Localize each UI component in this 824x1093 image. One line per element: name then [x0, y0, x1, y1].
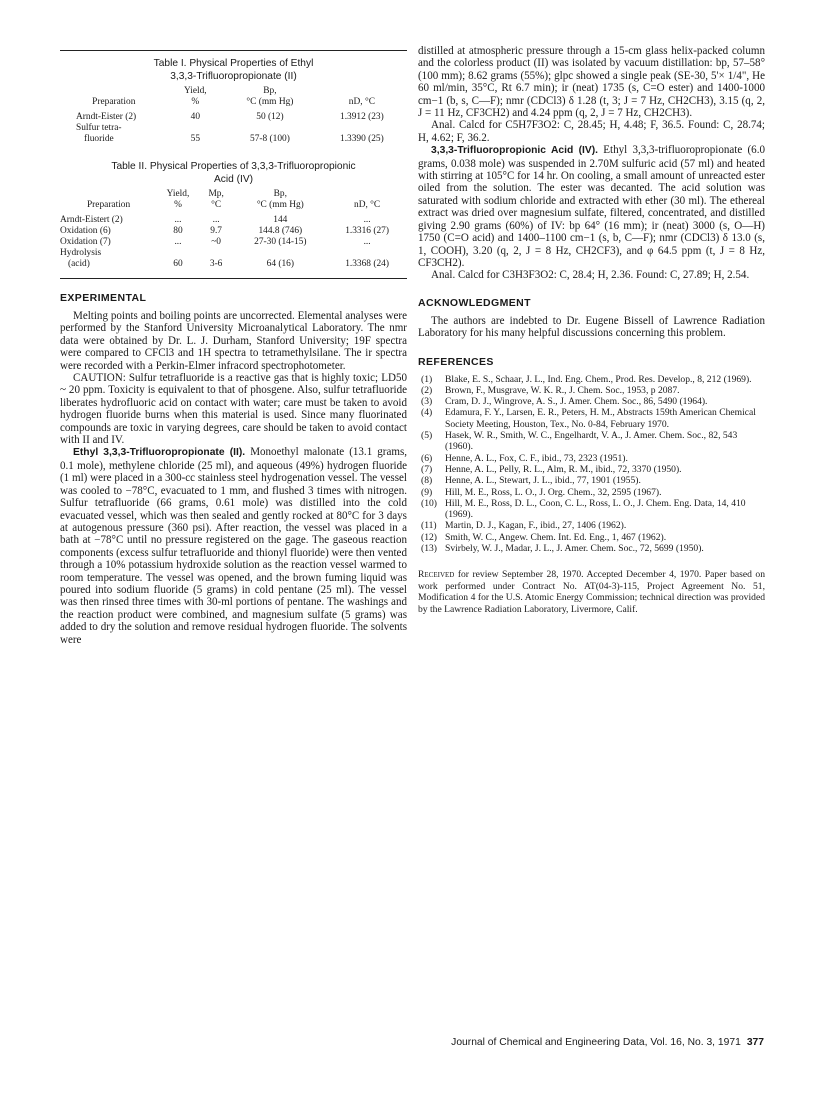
- table-cell: 9.7: [210, 226, 222, 236]
- table-cell: ~0: [211, 237, 221, 247]
- reference-number: (7): [421, 463, 433, 475]
- table2-caption-line2: Acid (IV): [213, 173, 254, 185]
- table-cell: ...: [363, 215, 371, 225]
- reference-item: [418, 487, 765, 498]
- reference-text: Henne, A. L., Pelly, R. L., Alm, R. M., ibid., 72, 3370 (1950).: [445, 463, 682, 475]
- table2-yield-header-1: Yield,: [166, 189, 190, 199]
- reference-text: Edamura, F. Y., Larsen, E. R., Peters, H. M., Abstracts 159th American Chemical Society Meeting, Houston, Tex., No. 0-84, February 1970.: [445, 407, 756, 430]
- reference-text: Hasek, W. R., Smith, W. C., Engelhardt, V. A., J. Amer. Chem. Soc., 82, 543 (1960).: [445, 430, 738, 453]
- reference-text: Henne, A. L., Stewart, J. L., ibid., 77, 1901 (1955).: [445, 475, 641, 487]
- table-cell: 144.8 (746): [258, 226, 303, 236]
- reference-item: [418, 374, 765, 385]
- reference-number: (6): [421, 452, 433, 464]
- table2-caption: [66, 161, 401, 186]
- analysis-iv: Anal. Calcd for C3H3F3O2: C, 28.4; H, 2.36. Found: C, 27.89; H, 2.54.: [431, 269, 750, 282]
- reference-number: (5): [421, 430, 433, 442]
- table-cell: 40: [190, 112, 200, 122]
- table2-caption-line1: Table II. Physical Properties of 3,3,3-Trifluoropropionic: [111, 161, 356, 172]
- references-heading: REFERENCES: [418, 355, 494, 368]
- reference-item: [418, 407, 765, 430]
- reference-item: [418, 453, 765, 464]
- left-column: [60, 50, 407, 646]
- reference-number: (2): [421, 384, 433, 396]
- table-cell: ...: [363, 237, 371, 247]
- reference-number: (11): [421, 520, 437, 532]
- table1-bp-header-1: Bp,: [263, 86, 277, 96]
- reference-item: [418, 430, 765, 453]
- reference-text: Henne, A. L., Fox, C. F., ibid., 73, 2323 (1951).: [445, 452, 628, 464]
- table-row: [60, 215, 407, 226]
- experimental-paragraph-3: [60, 446, 407, 646]
- reference-number: (1): [421, 373, 433, 385]
- reference-item: [418, 385, 765, 396]
- table-row: [60, 226, 407, 237]
- experimental-paragraph-2: CAUTION: Sulfur tetrafluoride is a reactive gas that is highly toxic; LD50 ~ 20 ppm. Toxicity is equivalent to that of phosgene. Also, sulfur tetrafluoride liberates hydrofluoric acid on contact with water; care must be taken to avoid hydrogen fluoride burns when this material is used. Since many fluorinated compounds are toxic in varying degrees, care should be taken to avoid contact with II and IV.: [60, 372, 407, 447]
- table-cell: 1.3368 (24): [345, 259, 389, 269]
- reference-text: Blake, E. S., Schaar, J. L., Ind. Eng. Chem., Prod. Res. Develop., 8, 212 (1969).: [445, 373, 752, 385]
- table1-prep-header: Preparation: [92, 97, 136, 107]
- table-cell: Hydrolysis: [60, 248, 102, 258]
- table-cell: 80: [173, 226, 183, 236]
- table-cell: ...: [174, 215, 182, 225]
- reference-text: Svirbely, W. J., Madar, J. L., J. Amer. Chem. Soc., 72, 5699 (1950).: [445, 542, 704, 554]
- acknowledgment-text: The authors are indebted to Dr. Eugene Bissell of Lawrence Radiation Laboratory for his many helpful discussions concerning this problem.: [418, 314, 765, 340]
- page-number: 377: [746, 1037, 764, 1048]
- page-footer: [434, 1037, 764, 1048]
- right-column: [418, 45, 765, 615]
- analysis-ii: Anal. Calcd for C5H7F3O2: C, 28.45; H, 4.48; F, 36.5. Found: C, 28.74; H, 4.62; F, 36.2.: [418, 119, 765, 144]
- table-cell: Oxidation (7): [60, 237, 111, 247]
- table2-mp-header-2: °C: [211, 200, 222, 210]
- compound-ii-title: Ethyl 3,3,3-Trifluoropropionate (II).: [73, 447, 246, 459]
- table1: [60, 86, 407, 145]
- reference-number: (8): [421, 475, 433, 487]
- table-cell: 57-8 (100): [250, 134, 290, 144]
- reference-text: Cram, D. J., Wingrove, A. S., J. Amer. Chem. Soc., 86, 5490 (1964).: [445, 396, 708, 408]
- table-row: [60, 134, 407, 145]
- reference-item: [418, 464, 765, 475]
- table-cell: 60: [173, 259, 183, 269]
- acknowledgment-heading: ACKNOWLEDGMENT: [418, 296, 531, 309]
- table2-bp-header-2: °C (mm Hg): [256, 200, 304, 210]
- table1-yield-header-1: Yield,: [183, 86, 207, 96]
- table-cell: Arndt-Eister (2): [76, 112, 137, 122]
- table1-caption: [66, 58, 401, 83]
- reference-text: Martin, D. J., Kagan, F., ibid., 27, 1406 (1962).: [445, 520, 627, 532]
- table2: [60, 189, 407, 270]
- table-cell: 50 (12): [256, 112, 284, 122]
- experimental-paragraph-1: Melting points and boiling points are uncorrected. Elemental analyses were performed by the Stanford University Microanalytical Laboratory. The nmr data were obtained by Dr. L. J. Durham, Stanford University; 19F spectra were compared to CFCl3 and 1H spectra to tetramethylsilane. The ir spectra were recorded with a Perkin-Elmer infracord spectrophotometer.: [60, 310, 407, 372]
- table-row: [60, 259, 407, 270]
- reference-number: (3): [421, 396, 433, 408]
- table-cell: 1.3912 (23): [340, 112, 384, 122]
- table-cell: Sulfur tetra-: [76, 123, 122, 133]
- table1-yield-header-2: %: [191, 97, 200, 107]
- reference-number: (9): [421, 486, 433, 498]
- table2-prep-header: Preparation: [86, 200, 131, 210]
- reference-item: [418, 543, 765, 554]
- table-row: [60, 237, 407, 248]
- table-cell: 27-30 (14-15): [254, 237, 307, 247]
- table1-bp-header-2: °C (mm Hg): [246, 97, 294, 107]
- table-cell: 64 (16): [266, 259, 294, 269]
- reference-number: (12): [421, 531, 437, 543]
- table-cell: 1.3390 (25): [340, 134, 384, 144]
- reference-text: Smith, W. C., Angew. Chem. Int. Ed. Eng., 1, 467 (1962).: [445, 531, 667, 543]
- journal-citation: Journal of Chemical and Engineering Data, Vol. 16, No. 3, 1971: [451, 1037, 741, 1048]
- experimental-paragraph-4: distilled at atmospheric pressure through a 15-cm glass helix-packed column and the colorless product (II) was isolated by vacuum distillation: bp, 57–58° (100 mm); 8.62 grams (55%); glpc showed a single peak (SE-30, 5'× 1/4", He 60 ml/min, 35°C, Rt 6.7 min); ir (neat) 1735 (s, C=O ester) and 1400-1000 cm−1 (b, s, C—F); nmr (CDCl3) δ 1.28 (t, 3; J = 7 Hz, CH2CH3), 3.15 (q, 2, J = 11 Hz, CF3CH2) and 4.24 ppm (q, 2, J = 7 Hz, CH2CH3).: [418, 45, 765, 120]
- reference-number: (4): [421, 407, 433, 419]
- reference-item: [418, 498, 765, 521]
- reference-number: (13): [421, 542, 437, 554]
- table-cell: 55: [190, 134, 200, 144]
- reference-list: [418, 374, 765, 555]
- experimental-heading: EXPERIMENTAL: [60, 292, 147, 304]
- table-cell: ...: [174, 237, 182, 247]
- table-cell: ...: [212, 215, 220, 225]
- table-cell: (acid): [68, 259, 90, 269]
- reference-item: [418, 396, 765, 407]
- reference-item: [418, 520, 765, 531]
- table-cell: Oxidation (6): [60, 226, 111, 236]
- experimental-paragraph-6: [418, 144, 765, 269]
- compound-ii-procedure: Monoethyl malonate (13.1 grams, 0.1 mole), methylene chloride (25 ml), and aqueous (49%) hydrogen fluoride (1 ml) were placed in a 300-cc stainless steel hydrogenation vessel. The vessel was cooled to −78°C, evacuated to 1 mm, and flushed 3 times with nitrogen. Sulfur tetrafluoride (66 grams, 0.61 mole) was distilled into the cold evacuated vessel, which was then sealed and gently rocked at 80°C for 3 days at autogenous pressure (360 psi). After reaction, the vessel was placed in a bath at −78°C until no pressure registered on the gage. The gaseous reaction components (excess sulfur tetrafluoride and thionyl fluoride) were then vented through a 10% potassium hydroxide solution as the reaction vessel warmed to room temperature. The vessel was opened, and the brown fuming liquid was poured into sodium fluoride (5 grams) in cold pentane (25 ml). The vessel was then rinsed three times with 30-ml portions of pentane. The washings and the reaction product were combined, and magnesium sulfate (5 grams) was added to dry the solution and remove residual hydrogen fluoride. The solvents were: [60, 446, 407, 646]
- received-label: Received: [418, 569, 455, 581]
- table-cell: 3-6: [209, 259, 223, 269]
- table-cell: 1.3316 (27): [345, 226, 389, 236]
- received-note: [418, 569, 765, 615]
- table2-mp-header-1: Mp,: [208, 189, 224, 199]
- table2-bp-header-1: Bp,: [273, 189, 287, 199]
- table1-caption-line1: Table I. Physical Properties of Ethyl: [153, 58, 314, 69]
- table-row: [60, 112, 407, 123]
- received-text: for review September 28, 1970. Accepted December 4, 1970. Paper based on work performed under Contract No. AT(04-3)-115, Project Agreement No. 51, Modification 4 for the U.S. Atomic Energy Commission; technical direction was provided by the Lawrence Radiation Laboratory, Livermore, Calif.: [418, 569, 765, 615]
- reference-number: (10): [421, 497, 437, 509]
- table2-yield-header-2: %: [174, 200, 182, 210]
- table1-caption-line2: 3,3,3-Trifluoropropionate (II): [170, 70, 297, 82]
- compound-iv-title: 3,3,3-Trifluoropropionic Acid (IV).: [431, 145, 599, 157]
- reference-item: [418, 532, 765, 543]
- reference-text: Hill, M. E., Ross, D. L., Coon, C. L., Ross, L. O., J. Chem. Eng. Data, 14, 410 (1969).: [445, 497, 746, 521]
- reference-item: [418, 475, 765, 486]
- compound-iv-procedure: Ethyl 3,3,3-trifluoropropionate (6.0 grams, 0.038 mole) was suspended in 2.70M sulfuric acid (57 ml) and heated with stirring at 105°C for 14 hr. On cooling, a small amount of unreacted ester oiled from the solution. The ester was decanted. The acid solution was saturated with sodium chloride and extracted with ether (30 ml). The ethereal extract was dried over magnesium sulfate, filtered, concentrated, and distilled giving 2.90 grams (60%) of IV: bp 64° (16 mm); ir (neat) 3000 (s, O—H) 1750 (C=O acid) and 1400–1100 cm−1 (s, b, C—F); nmr (CDCl3) δ 13.0 (s, 1, COOH), 3.20 (q, 2, J = 8 Hz, CH2CF3), and φ 64.5 ppm (t, J = 8 Hz, CF3CH2).: [418, 144, 765, 269]
- table1-nd-header: nD, °C: [348, 97, 375, 107]
- table-cell: fluoride: [84, 134, 114, 144]
- reference-text: Brown, F., Musgrave, W. K. R., J. Chem. Soc., 1953, p 2087.: [445, 384, 680, 396]
- table-cell: Arndt-Eistert (2): [60, 215, 123, 225]
- table-cell: 144: [273, 215, 288, 225]
- reference-text: Hill, M. E., Ross, L. O., J. Org. Chem., 32, 2595 (1967).: [445, 486, 662, 498]
- table2-nd-header: nD, °C: [354, 200, 381, 210]
